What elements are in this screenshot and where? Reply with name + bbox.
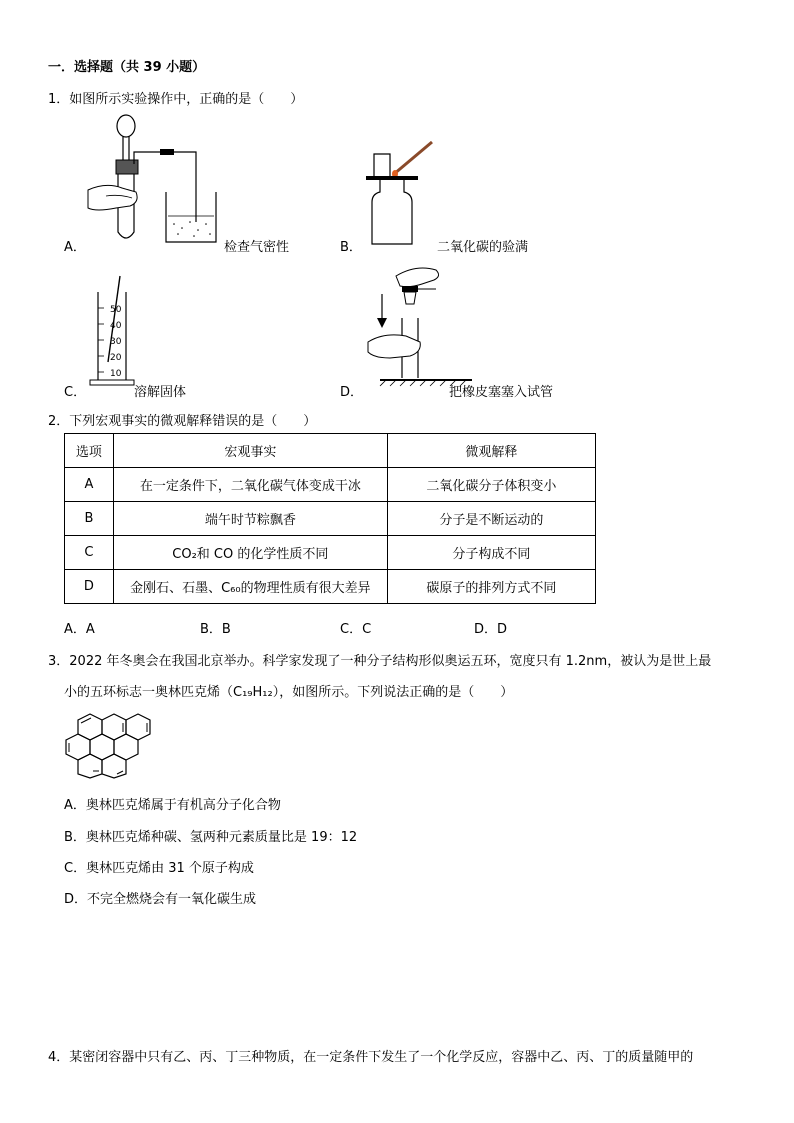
q1-option-c-caption: 溶解固体 [134,385,187,400]
question-2-stem: 2．下列宏观事实的微观解释错误的是（ ） [48,414,317,429]
q1-option-a-letter: A． [64,240,86,255]
question-4-stem: 4．某密闭容器中只有乙、丙、丁三种物质，在一定条件下发生了一个化学反应，容器中乙、丙、丁的质量随甲的 [48,1050,694,1065]
cylinder-tick: 50 [110,305,122,315]
table-cell: 金刚石、石墨、C₆₀的物理性质有很大差异 [113,570,387,604]
table-header: 选项 [65,434,114,468]
question-1-stem: 1．如图所示实验操作中，正确的是（ ） [48,92,304,107]
table-cell: C [65,536,114,570]
q2-option-a: A．A [64,622,95,637]
table-row [65,536,596,570]
q2-option-d: D．D [474,622,508,637]
table-cell: 在一定条件下，二氧化碳气体变成干冰 [113,468,387,502]
cylinder-tick: 40 [110,321,122,331]
cylinder-scale [110,302,121,382]
figure-co2-full-test [362,136,442,248]
table-header: 宏观事实 [113,434,387,468]
figure-graduated-cylinder [90,272,160,390]
table-cell: 碳原子的排列方式不同 [387,570,595,604]
q2-option-c: C．C [340,622,372,637]
table-row [65,502,596,536]
q1-option-d-caption: 把橡皮塞塞入试管 [449,385,554,400]
cylinder-tick: 20 [110,353,122,363]
table-cell: D [65,570,114,604]
q3-option-b: B．奥林匹克烯种碳、氢两种元素质量比是 19：12 [64,830,358,845]
table-cell: 分子是不断运动的 [387,502,595,536]
q1-option-d-letter: D． [340,385,364,400]
table-row [65,468,596,502]
q1-option-c-letter: C． [64,385,87,400]
question-3-stem-line1: 3．2022 年冬奥会在我国北京举办。科学家发现了一种分子结构形似奥运五环，宽度只有 1.2nm，被认为是世上最 [48,654,712,669]
q3-option-a: A．奥林匹克烯属于有机高分子化合物 [64,798,281,813]
table-cell: 分子构成不同 [387,536,595,570]
q3-option-c: C．奥林匹克烯由 31 个原子构成 [64,861,254,876]
question-3-stem-line2: 小的五环标志一奥林匹克烯（C₁₉H₁₂），如图所示。下列说法正确的是（ ） [64,685,514,700]
q2-table [64,433,596,604]
cylinder-tick: 30 [110,337,122,347]
q2-option-b: B．B [200,622,231,637]
table-header-row [65,434,596,468]
table-header: 微观解释 [387,434,595,468]
table-cell: 二氧化碳分子体积变小 [387,468,595,502]
section-title: 一．选择题（共 39 小题） [48,60,206,75]
table-cell: B [65,502,114,536]
q1-option-b-caption: 二氧化碳的验满 [437,240,529,255]
q3-option-d: D．不完全燃烧会有一氧化碳生成 [64,892,257,907]
table-cell: A [65,468,114,502]
figure-olympicene-structure [64,712,154,778]
q1-option-b-letter: B． [340,240,362,255]
figure-insert-stopper [366,262,476,386]
cylinder-tick: 10 [110,369,122,379]
table-row [65,570,596,604]
q1-option-a-caption: 检查气密性 [224,240,290,255]
figure-check-airtightness [86,112,296,252]
table-cell: 端午时节粽飘香 [113,502,387,536]
table-cell: CO₂和 CO 的化学性质不同 [113,536,387,570]
